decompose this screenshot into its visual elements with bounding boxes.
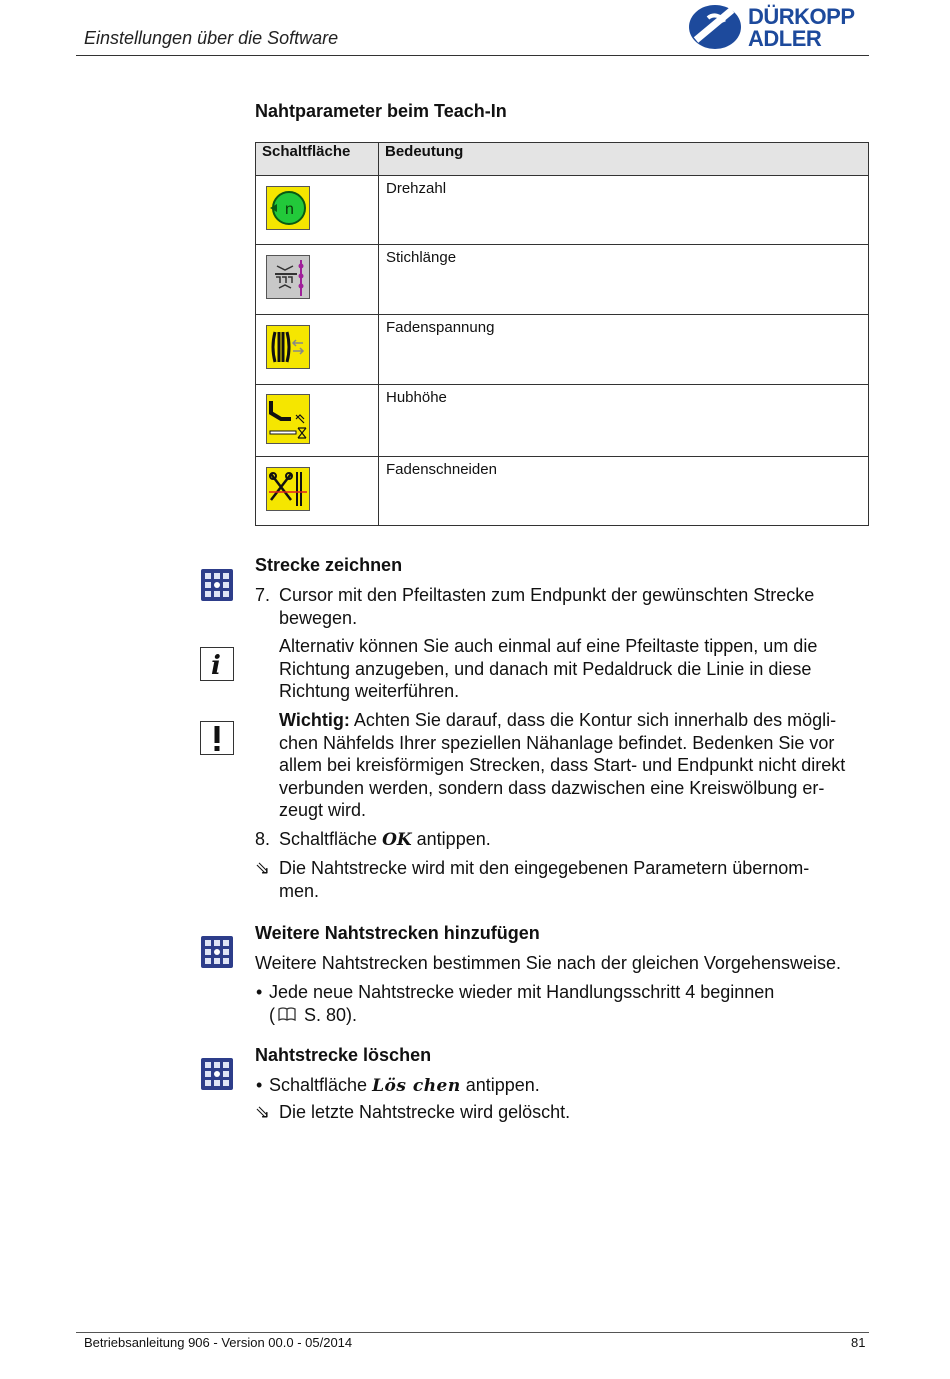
- table-header-row: [256, 143, 869, 176]
- brand-logo: [688, 4, 872, 52]
- delete-result: Die letzte Nahtstrecke wird gelöscht.: [279, 1102, 571, 1122]
- result-arrow-icon: ⇘: [255, 1102, 271, 1122]
- logo-line2: ADLER: [748, 26, 822, 51]
- warning-line2: chen Nähfelds Ihrer speziellen Nähanlage befindet. Bedenken Sie vor: [279, 733, 835, 753]
- row-label: Hubhöhe: [379, 385, 869, 457]
- header-title: Einstellungen über die Software: [84, 28, 339, 48]
- logo-line1: DÜRKOPP: [748, 4, 855, 29]
- info-line2: Richtung anzugeben, und danach mit Pedaldruck die Linie in diese: [279, 659, 812, 679]
- delete-bullet-line: Schaltfläche Lös chen antippen.: [269, 1075, 540, 1096]
- add-bullet-line1: Jede neue Nahtstrecke wieder mit Handlungsschritt 4 beginnen: [269, 982, 775, 1002]
- page-number: 81: [851, 1335, 866, 1350]
- info-line3: Richtung weiterführen.: [279, 681, 460, 701]
- footer-document-info: Betriebsanleitung 906 - Version 00.0 - 05/2014: [84, 1335, 353, 1350]
- table-row: [256, 245, 869, 315]
- ok-button-reference: OK: [382, 830, 412, 850]
- header-divider: [76, 55, 869, 56]
- svg-text:n: n: [285, 201, 294, 218]
- result-line1: Die Nahtstrecke wird mit den eingegebenen Parametern übernom-: [279, 858, 810, 878]
- warning-line5: zeugt wird.: [279, 800, 367, 820]
- warning-icon: [200, 721, 234, 755]
- draw-section-title: Strecke zeichnen: [255, 555, 403, 575]
- step7-line1: Cursor mit den Pfeiltasten zum Endpunkt der gewünschten Strecke: [279, 585, 815, 605]
- parameter-table: [255, 142, 869, 526]
- table-section-title: Nahtparameter beim Teach-In: [255, 101, 507, 121]
- step-number: 7.: [255, 585, 271, 605]
- result-line2: men.: [279, 881, 320, 901]
- footer-divider: [76, 1332, 869, 1333]
- add-bullet-line2: ( S. 80).: [269, 1005, 358, 1025]
- speed-icon: [266, 186, 310, 230]
- thread-tension-icon: [266, 325, 310, 369]
- result-arrow-icon: ⇘: [255, 858, 271, 878]
- add-section-text: Weitere Nahtstrecken bestimmen Sie nach der gleichen Vorgehensweise.: [255, 953, 841, 973]
- keypad-icon: [200, 568, 234, 602]
- row-label: Fadenschneiden: [379, 457, 869, 526]
- keypad-icon: [200, 935, 234, 969]
- warning-line4: verbunden werden, sondern dass dazwischen eine Kreiswölbung er-: [279, 778, 825, 798]
- warning-label: Wichtig:: [279, 710, 350, 730]
- bullet: •: [256, 1075, 263, 1095]
- thread-cutting-icon: [266, 467, 310, 511]
- row-label: Drehzahl: [379, 176, 869, 245]
- table-row: [256, 176, 869, 245]
- svg-text:i: i: [211, 651, 221, 681]
- step8-line: Schaltfläche OK antippen.: [279, 829, 491, 850]
- delete-section-title: Nahtstrecke löschen: [255, 1045, 432, 1065]
- warning-line1: Wichtig: Achten Sie darauf, dass die Kontur sich innerhalb des mögli-: [279, 710, 837, 730]
- step7-line2: bewegen.: [279, 608, 358, 628]
- warning-line3: allem bei kreisförmigen Strecken, dass Start- und Endpunkt nicht direkt: [279, 755, 846, 775]
- table-row: [256, 315, 869, 385]
- table-row: [256, 385, 869, 457]
- book-icon: [277, 1006, 297, 1022]
- column-header-button: Schaltfläche: [256, 143, 379, 176]
- delete-button-reference: Lös chen: [372, 1076, 461, 1096]
- stroke-height-icon: [266, 394, 310, 444]
- info-icon: [200, 647, 234, 681]
- step-number: 8.: [255, 829, 271, 849]
- table-row: [256, 457, 869, 526]
- keypad-icon: [200, 1057, 234, 1091]
- row-label: Stichlänge: [379, 245, 869, 315]
- add-section-title: Weitere Nahtstrecken hinzufügen: [255, 923, 540, 943]
- stitch-length-icon: [266, 255, 310, 299]
- row-label: Fadenspannung: [379, 315, 869, 385]
- info-line1: Alternativ können Sie auch einmal auf eine Pfeiltaste tippen, um die: [279, 636, 818, 656]
- bullet: •: [256, 982, 263, 1002]
- duerkopp-adler-logo-icon: [688, 4, 746, 50]
- column-header-meaning: Bedeutung: [379, 143, 869, 176]
